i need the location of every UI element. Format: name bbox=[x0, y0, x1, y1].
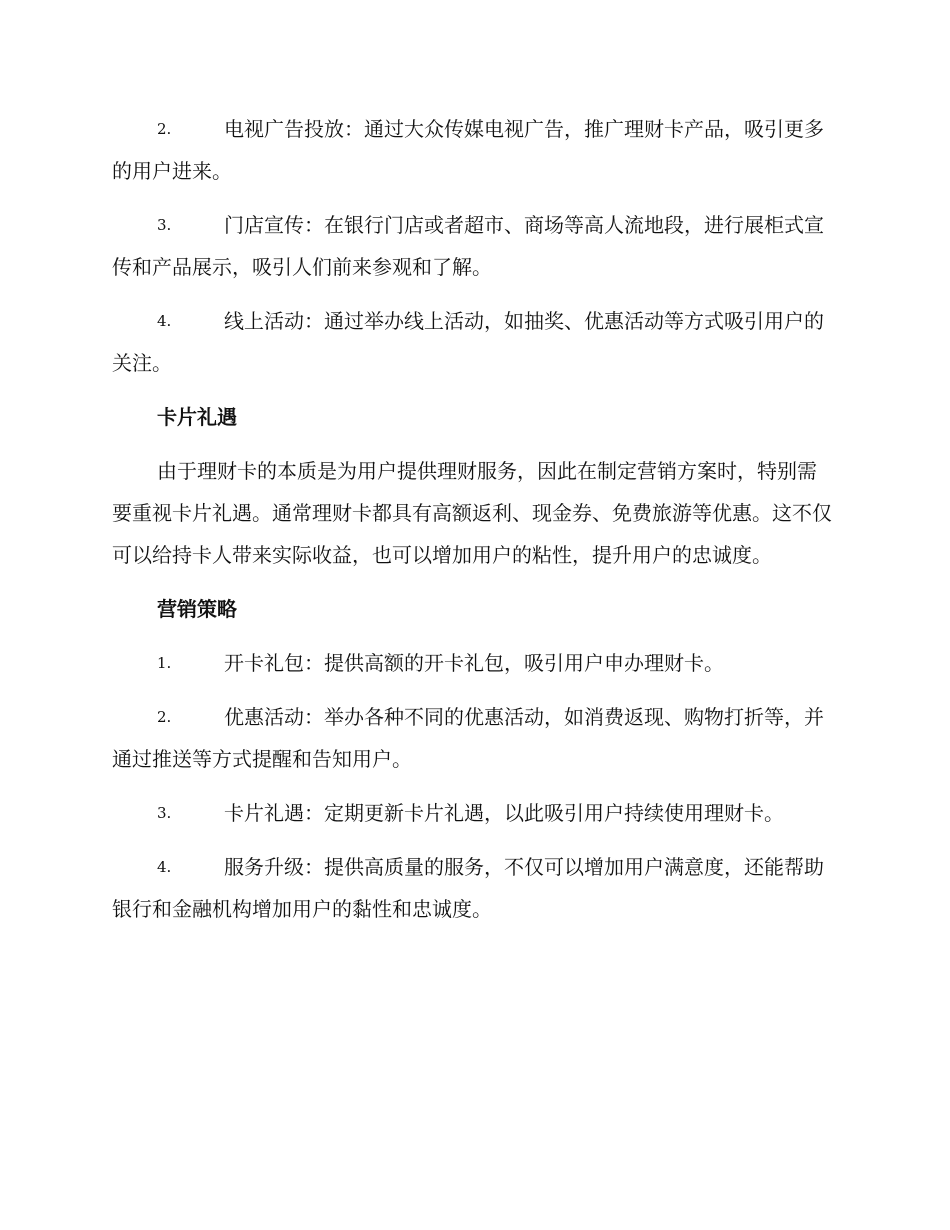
list-item-store-promo bbox=[112, 204, 834, 288]
list-number: 1. bbox=[157, 654, 172, 672]
list-number: 3. bbox=[157, 216, 172, 234]
list-number: 3. bbox=[157, 804, 172, 822]
list-number: 2. bbox=[157, 120, 172, 138]
list-number: 4. bbox=[157, 858, 172, 876]
list-item-welcome-pack bbox=[112, 642, 834, 684]
section-heading-card-perks: 卡片礼遇 bbox=[157, 405, 237, 429]
list-item-text: 卡片礼遇：定期更新卡片礼遇，以此吸引用户持续使用理财卡。 bbox=[224, 801, 784, 825]
list-number: 2. bbox=[157, 708, 172, 726]
list-item-online-events bbox=[112, 300, 834, 384]
list-item-text: 线上活动：通过举办线上活动，如抽奖、优惠活动等方式吸引用户的关注。 bbox=[112, 309, 824, 375]
list-item-text: 门店宣传：在银行门店或者超市、商场等高人流地段，进行展柜式宣传和产品展示，吸引人们前来参观和了解。 bbox=[112, 213, 824, 279]
list-item-text: 服务升级：提供高质量的服务，不仅可以增加用户满意度，还能帮助银行和金融机构增加用户的黏性和忠诚度。 bbox=[112, 855, 824, 921]
list-item-text: 电视广告投放：通过大众传媒电视广告，推广理财卡产品，吸引更多的用户进来。 bbox=[112, 117, 824, 183]
list-item-tv-ads bbox=[112, 108, 834, 192]
list-item-text: 开卡礼包：提供高额的开卡礼包，吸引用户申办理财卡。 bbox=[224, 651, 724, 675]
document-page bbox=[112, 108, 834, 942]
list-number: 4. bbox=[157, 312, 172, 330]
list-item-promotions bbox=[112, 696, 834, 780]
list-item-card-perks bbox=[112, 792, 834, 834]
list-item-text: 优惠活动：举办各种不同的优惠活动，如消费返现、购物打折等，并通过推送等方式提醒和告知用户。 bbox=[112, 705, 824, 771]
list-item-service-upgrade bbox=[112, 846, 834, 930]
section-heading-marketing-strategy: 营销策略 bbox=[157, 597, 237, 621]
card-perks-paragraph: 由于理财卡的本质是为用户提供理财服务，因此在制定营销方案时，特别需要重视卡片礼遇。通常理财卡都具有高额返利、现金券、免费旅游等优惠。这不仅可以给持卡人带来实际收益，也可以增加用户的粘性，提升用户的忠诚度。 bbox=[112, 459, 832, 567]
